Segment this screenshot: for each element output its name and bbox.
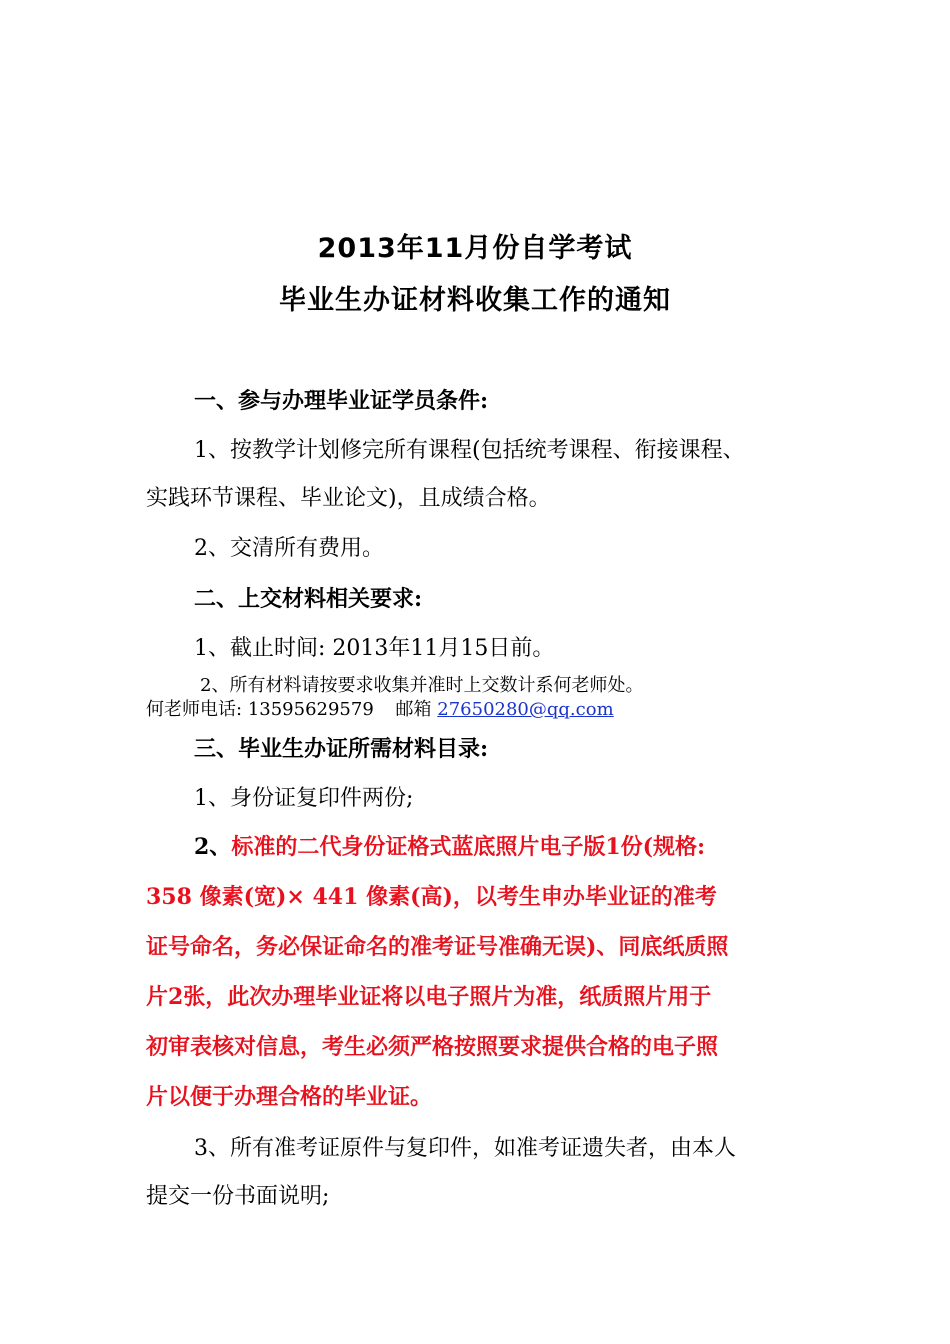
section-3-item-1: 1、身份证复印件两份; [194, 786, 414, 811]
contact-label: 何老师电话: [146, 699, 243, 720]
contact-phone: 13595629579 [247, 699, 374, 720]
section-3-item-2-line-3: 证号命名，务必保证命名的准考证号准确无误)、同底纸质照 [146, 934, 729, 960]
section-3-heading: 三、毕业生办证所需材料目录: [194, 736, 489, 762]
email-label: 邮箱 [395, 699, 432, 720]
section-3-item-2-line-2: 358 像素(宽)× 441 像素(高)，以考生申办毕业证的准考 [146, 884, 717, 910]
section-3-item-2-line-1 [194, 832, 864, 863]
email-link[interactable]: 27650280@qq.com [437, 699, 614, 720]
item-2-number: 2、 [194, 834, 232, 860]
section-3-item-2-line-6: 片以便于办理合格的毕业证。 [146, 1084, 433, 1110]
contact-line [146, 698, 816, 722]
section-3-item-3-line-2: 提交一份书面说明; [146, 1184, 330, 1209]
section-3-item-2-line-4: 片2张，此次办理毕业证将以电子照片为准，纸质照片用于 [146, 984, 712, 1010]
section-3-item-2-line-5: 初审表核对信息，考生必须严格按照要求提供合格的电子照 [146, 1034, 719, 1060]
section-2-item-1: 1、截止时间: 2013年11月15日前。 [194, 636, 555, 661]
section-1-item-1-line-2: 实践环节课程、毕业论文)，且成绩合格。 [146, 486, 551, 511]
title-line-1: 2013年11月份自学考试 [317, 233, 633, 264]
section-1-heading: 一、参与办理毕业证学员条件: [194, 388, 489, 414]
item-2-text: 标准的二代身份证格式蓝底照片电子版1份(规格: [231, 834, 706, 860]
section-1-item-1-line-1: 1、按教学计划修完所有课程(包括统考课程、衔接课程、 [194, 438, 745, 463]
section-2-item-2: 2、所有材料请按要求收集并准时上交数计系何老师处。 [200, 675, 644, 696]
title-line-2: 毕业生办证材料收集工作的通知 [279, 285, 671, 316]
section-2-heading: 二、上交材料相关要求: [194, 586, 423, 612]
section-3-item-3-line-1: 3、所有准考证原件与复印件，如准考证遗失者，由本人 [194, 1136, 736, 1161]
section-1-item-2: 2、交清所有费用。 [194, 536, 384, 561]
